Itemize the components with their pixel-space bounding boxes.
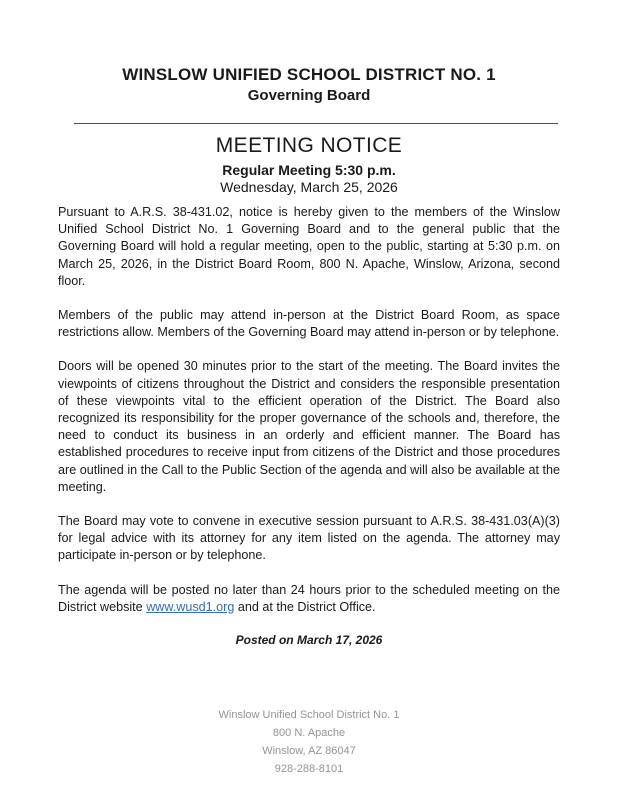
- district-website-link[interactable]: www.wusd1.org: [146, 599, 235, 614]
- notice-paragraph: The Board may vote to convene in executive session pursuant to A.R.S. 38-431.03(A)(3) for legal advice with its attorney for any item listed on the agenda. The attorney may participate in-person or by telephone.: [58, 514, 560, 563]
- footer-district-name: Winslow Unified School District No. 1: [218, 709, 400, 721]
- meeting-notice-title: MEETING NOTICE: [215, 134, 403, 157]
- agenda-text-after: and at the District Office.: [234, 599, 376, 614]
- notice-body: [58, 204, 560, 616]
- meeting-time: Regular Meeting 5:30 p.m.: [222, 162, 396, 178]
- district-title: WINSLOW UNIFIED SCHOOL DISTRICT NO. 1: [122, 65, 496, 84]
- footer-city-line: Winslow, AZ 86047: [262, 745, 356, 757]
- footer-address-line: 800 N. Apache: [272, 727, 346, 739]
- posted-date-note: Posted on March 17, 2026: [235, 633, 383, 648]
- document-footer: [0, 706, 618, 778]
- agenda-paragraph: [58, 582, 560, 616]
- meeting-date: Wednesday, March 25, 2026: [220, 179, 398, 195]
- notice-paragraph: Pursuant to A.R.S. 38-431.02, notice is hereby given to the members of the Winslow Unified School District No. 1 Governing Board and to the general public that the Governing Board will hold a regular meeting, open to the public, starting at 5:30 p.m. on March 25, 2026, in the District Board Room, 800 N. Apache, Winslow, Arizona, second floor.: [58, 205, 560, 288]
- notice-paragraph: Doors will be opened 30 minutes prior to the start of the meeting. The Board invites the viewpoints of citizens throughout the District and considers the responsible presentation of these viewpoints vital to the efficient operation of the District. The Board also recognized its responsibility for the proper governance of the schools and, therefore, the need to conduct its business in an orderly and efficient manner. The Board has established procedures to receive input from citizens of the District and those procedures are outlined in the Call to the Public Section of the agenda and will also be available at the meeting.: [58, 359, 560, 494]
- footer-phone: 928-288-8101: [274, 763, 344, 775]
- notice-paragraph: Members of the public may attend in-person at the District Board Room, as space restrictions allow. Members of the Governing Board may attend in-person or by telephone.: [58, 308, 560, 340]
- agenda-text-before: The agenda will be posted no later than 24 hours prior to the scheduled meeting on the District website: [58, 582, 560, 614]
- governing-board-subtitle: Governing Board: [247, 87, 371, 104]
- header-divider: [74, 123, 558, 124]
